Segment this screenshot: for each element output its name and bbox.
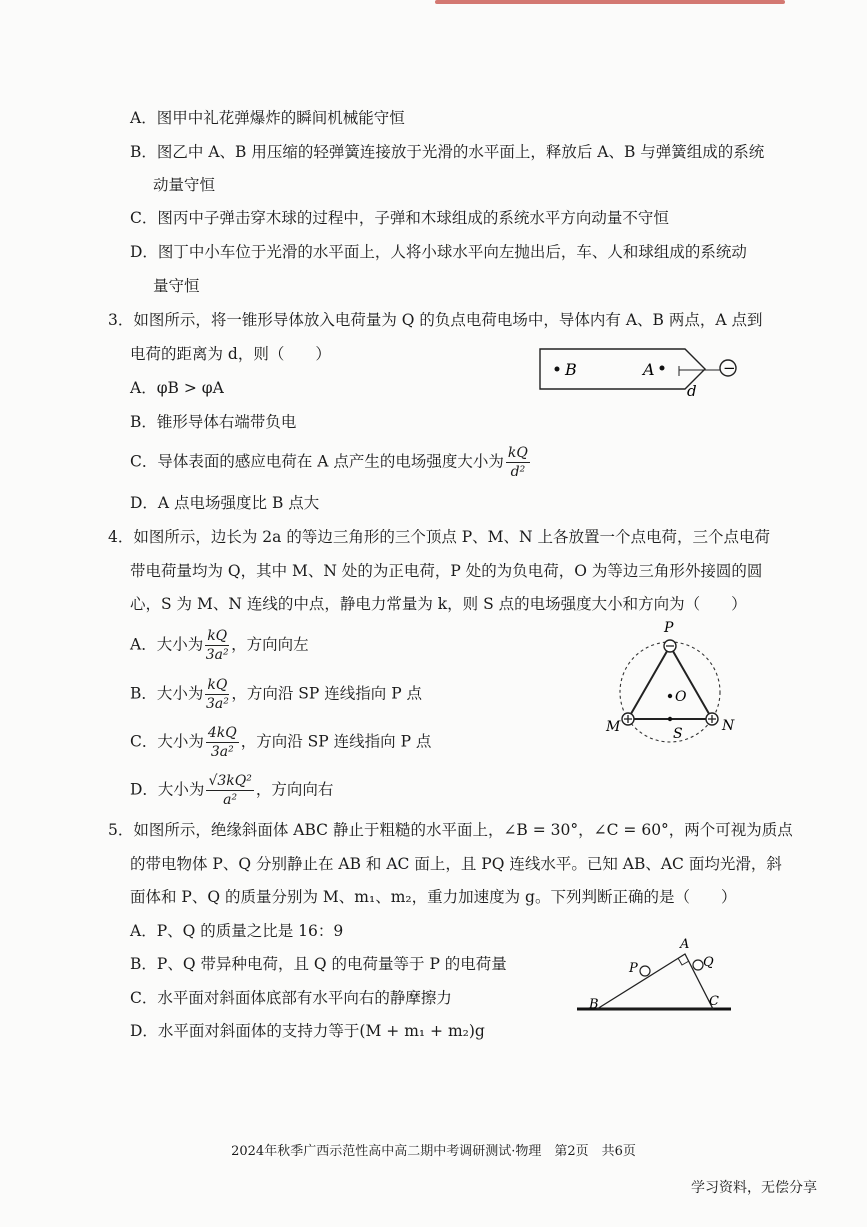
q2-option-d: D．图丁中小车位于光滑的水平面上，人将小球水平向左抛出后，车、人和球组成的系统动 xyxy=(130,243,747,261)
q3-c-fraction: $\frac{kQ}{\text{d²}}$ xyxy=(507,445,528,480)
q5-fig-label-c: C xyxy=(709,994,719,1009)
q2-option-b: B．图乙中 A、B 用压缩的轻弹簧连接放于光滑的水平面上，释放后 A、B 与弹簧组成的系统 xyxy=(130,143,765,161)
q3-option-b: B．锥形导体右端带负电 xyxy=(130,413,297,431)
q2-option-a: A．图甲中礼花弹爆炸的瞬间机械能守恒 xyxy=(130,109,405,127)
q5-option-b: B．P、Q 带异种电荷，且 Q 的电荷量等于 P 的电荷量 xyxy=(130,955,507,973)
q2-option-b-cont: 动量守恒 xyxy=(153,176,216,194)
q4-option-a: A．大小为 $\frac{kQ}{\text{3a²}}$ ，方向向左 xyxy=(130,628,309,663)
q4-figure-triangle xyxy=(600,618,750,748)
q3-stem: 3．如图所示，将一锥形导体放入电荷量为 Q 的负点电荷电场中，导体内有 A、B 两点，A 点到 xyxy=(108,311,763,329)
q3-fig-charge-sign: − xyxy=(723,359,736,377)
q3-figure-conductor xyxy=(535,342,750,402)
q3-option-c: C．导体表面的感应电荷在 A 点产生的电场强度大小为 $\frac{kQ}{\text{d²}}$ xyxy=(130,445,528,480)
top-edge-mark xyxy=(435,0,785,4)
q3-fig-label-b: B xyxy=(565,360,577,379)
q4-option-d: D．大小为 $\frac{\text{√3kQ²}}{\text{a²}}$ ，方向向右 xyxy=(130,773,334,808)
q2-option-c: C．图丙中子弹击穿木球的过程中，子弹和木球组成的系统水平方向动量不守恒 xyxy=(130,209,669,227)
q4-fig-label-n: N xyxy=(722,718,735,734)
q4-option-b: B．大小为 $\frac{kQ}{\text{3a²}}$ ，方向沿 SP 连线指向 P 点 xyxy=(130,677,423,712)
watermark-text: 学习资料，无偿分享 xyxy=(691,1180,817,1196)
q4-stem-cont1: 带电荷量均为 Q，其中 M、N 处的为正电荷，P 处的为负电荷，O 为等边三角形外接圆的圆 xyxy=(130,562,763,580)
q2-option-d-cont: 量守恒 xyxy=(153,277,200,295)
q4-stem-cont2: 心，S 为 M、N 连线的中点，静电力常量为 k，则 S 点的电场强度大小和方向为（ ） xyxy=(130,595,747,613)
q4-fig-label-p: P xyxy=(664,620,674,636)
q3-stem-cont: 电荷的距离为 d，则（ ） xyxy=(130,345,331,363)
q4-stem: 4．如图所示，边长为 2a 的等边三角形的三个顶点 P、M、N 上各放置一个点电荷，三个点电荷 xyxy=(108,528,771,546)
q4-fig-label-s: S xyxy=(673,726,683,742)
q3-option-d: D．A 点电场强度比 B 点大 xyxy=(130,494,320,512)
page-footer: 2024年秋季广西示范性高中高二期中考调研测试·物理 第2页 共6页 xyxy=(231,1144,636,1159)
q5-figure-incline xyxy=(575,932,735,1017)
q5-fig-label-b: B xyxy=(589,997,599,1012)
q5-stem-cont2: 面体和 P、Q 的质量分别为 M、m₁、m₂，重力加速度为 g。下列判断正确的是（ ） xyxy=(130,888,737,906)
q5-fig-label-p: P xyxy=(629,961,638,976)
q5-stem-cont1: 的带电物体 P、Q 分别静止在 AB 和 AC 面上，且 PQ 连线水平。已知 AB、AC 面均光滑，斜 xyxy=(130,855,782,873)
q4-option-c: C．大小为 $\frac{4kQ}{\text{3a²}}$ ，方向沿 SP 连线指向 P 点 xyxy=(130,725,432,760)
q5-option-a: A．P、Q 的质量之比是 16：9 xyxy=(130,922,344,940)
q4-fig-label-o: O xyxy=(675,689,687,705)
q5-fig-label-a: A xyxy=(680,937,690,952)
q3-fig-label-d: d xyxy=(687,382,697,400)
q3-option-a: A．φB > φA xyxy=(130,379,224,397)
q5-stem: 5．如图所示，绝缘斜面体 ABC 静止于粗糙的水平面上，∠B = 30°，∠C = 60°，两个可视为质点 xyxy=(108,821,793,839)
q3-fig-label-a: A xyxy=(643,360,655,379)
q4-fig-label-m: M xyxy=(606,719,621,735)
q5-fig-label-q: Q xyxy=(703,955,714,970)
q5-option-c: C．水平面对斜面体底部有水平向右的静摩擦力 xyxy=(130,989,452,1007)
q5-option-d: D．水平面对斜面体的支持力等于(M + m₁ + m₂)g xyxy=(130,1022,485,1040)
